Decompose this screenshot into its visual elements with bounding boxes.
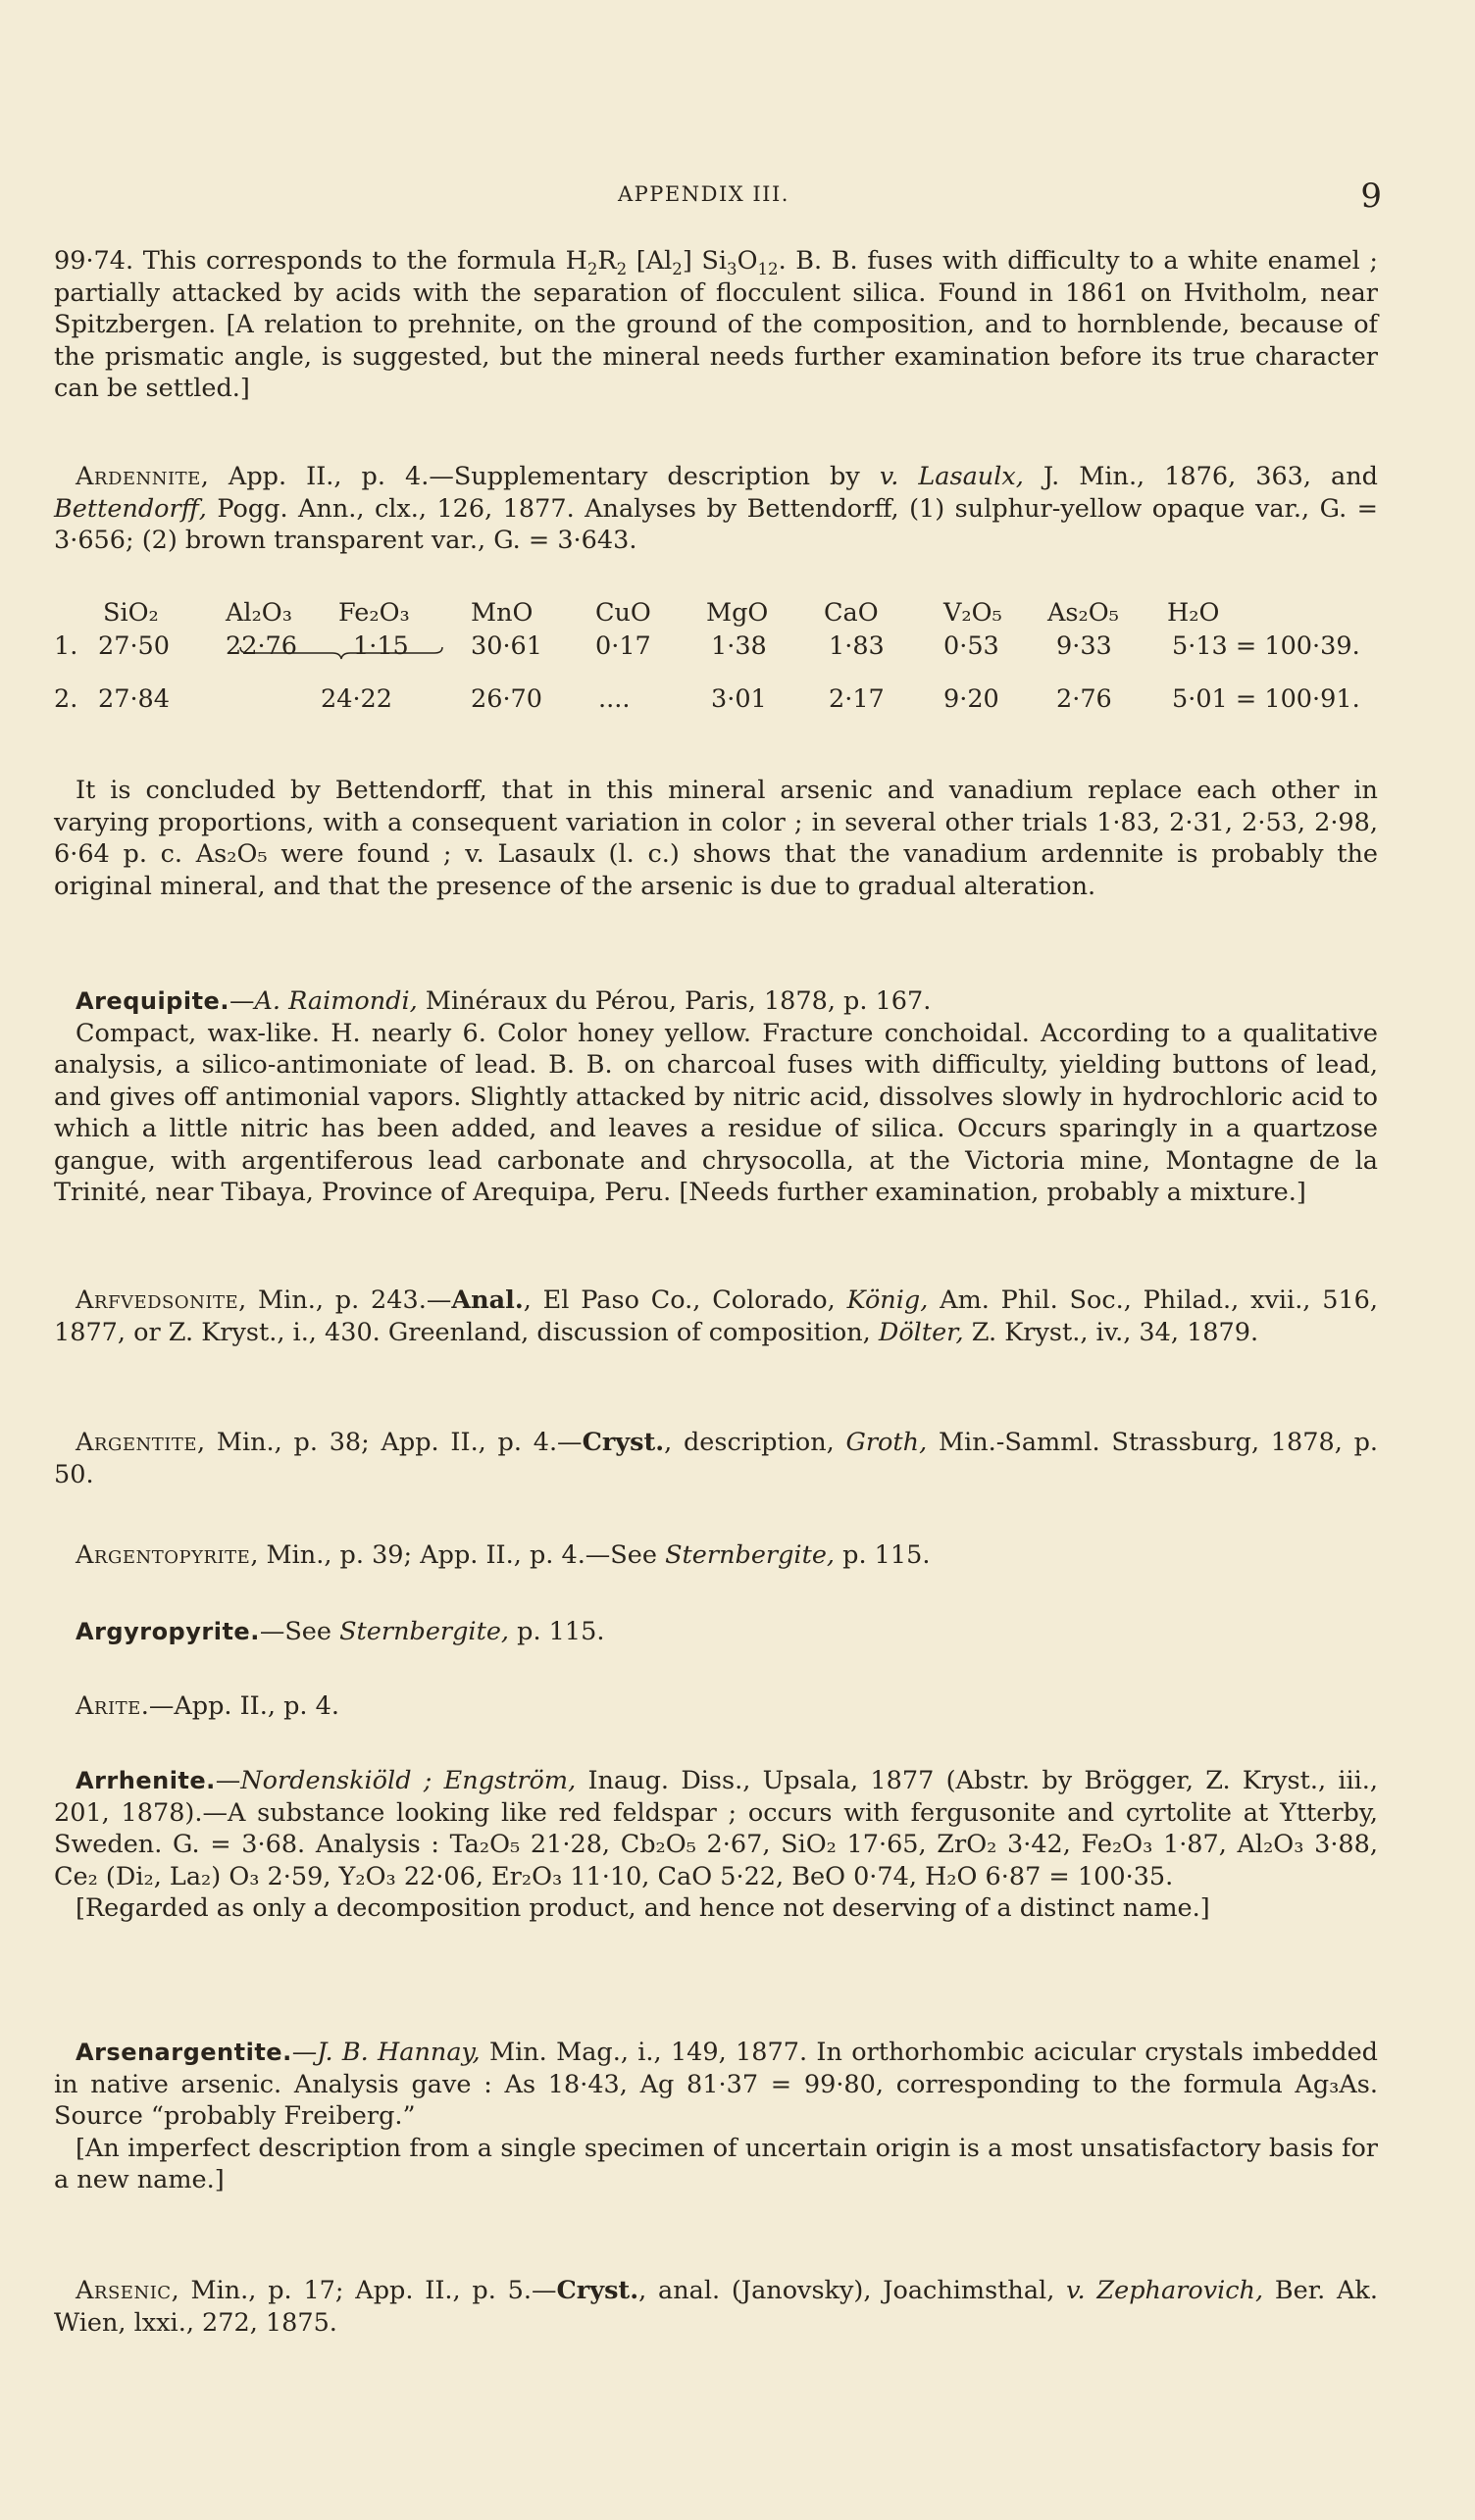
author: König, <box>846 1285 929 1315</box>
entry-text: p. 115. <box>835 1540 931 1570</box>
entry-text: Z. Kryst., iv., 34, 1879. <box>963 1317 1259 1347</box>
intro-text: O <box>737 246 758 276</box>
column-header: CuO <box>595 598 651 628</box>
sub: 3 <box>727 260 738 279</box>
table-cell: 2·76 <box>1056 684 1112 714</box>
table-header-row <box>54 598 1378 631</box>
entry-note: [An imperfect description from a single specimen of uncertain origin is a most unsatisfactory basis for a new name.] <box>54 2133 1378 2194</box>
section-label: Cryst. <box>556 2276 639 2305</box>
conclusion-text: It is concluded by Bettendorff, that in this mineral arsenic and vanadium replace each other in varying proportions, with a consequent variation in color ; in several other trials 1·83, 2·31, 2·53, 2·98, 6·64 p. c. As₂O₅ were found ; v. Lasaulx (l. c.) shows that the vanadium ardennite is probably the original mineral, and that the presence of the arsenic is due to gradual alteration. <box>54 776 1378 901</box>
table-cell: 22·76 <box>226 631 298 661</box>
intro-paragraph <box>54 245 1378 405</box>
cross-reference: Sternbergite, <box>339 1617 510 1646</box>
table-cell: 1·38 <box>711 631 767 661</box>
table-cell: 5·01 = 100·91. <box>1172 684 1360 714</box>
entry-arequipite <box>54 985 1378 1209</box>
entry-text: Min. Mag., i., 149, 1877. In orthorhombic acicular crystals imbedded in native arsenic. Analysis gave : As 18·43, Ag 81·37 = 99·80, corresponding to the formula Ag₃As. Source “probably Freiberg.” <box>54 2038 1378 2131</box>
entry-text: , App. II., p. 4.—Supplementary description by <box>200 462 880 491</box>
entry-note: [Regarded as only a decomposition product, and hence not deserving of a distinct name.] <box>76 1893 1210 1923</box>
intro-text: 99·74. This corresponds to the formula H <box>54 246 587 276</box>
entry-argyropyrite <box>54 1616 1378 1648</box>
entry-text: — <box>291 2038 318 2067</box>
page-number: 9 <box>1360 176 1382 216</box>
column-header: CaO <box>824 598 879 628</box>
entry-body: Compact, wax-like. H. nearly 6. Color honey yellow. Fracture conchoidal. According to a qualitative analysis, a silico-antimoniate of lead. B. B. on charcoal fuses with difficulty, yielding buttons of lead, and gives off antimonial vapors. Slightly attacked by nitric acid, dissolves slowly in hydrochloric acid to which a little nitric has been added, and leaves a residue of silica. Occurs sparingly in a quartzose gangue, with argentiferous lead carbonate and chrysocolla, at the Victoria mine, Montagne de la Trinité, near Tibaya, Province of Arequipa, Peru. [Needs further examination, probably a mixture.] <box>54 1018 1378 1207</box>
entry-text: Inaug. Diss., Upsala, 1877 (Abstr. by Brögger, Z. Kryst., iii., 201, 1878).—A substance looking like red feldspar ; occurs with fergusonite and cyrtolite at Ytterby, Sweden. G. = 3·68. Analysis : Ta₂O₅ 21·28, Cb₂O₅ 2·67, SiO₂ 17·65, ZrO₂ 3·42, Fe₂O₃ 1·87, Al₂O₃ 3·88, Ce₂ (Di₂, La₂) O₃ 2·59, Y₂O₃ 22·06, Er₂O₃ 11·10, CaO 5·22, BeO 0·74, H₂O 6·87 = 100·35. <box>54 1766 1379 1891</box>
author: v. Zepharovich, <box>1066 2276 1264 2305</box>
author: J. B. Hannay, <box>317 2038 481 2067</box>
grouping-brace <box>238 645 444 661</box>
entry-title: Arsenic <box>76 2276 172 2305</box>
entry-arrhenite <box>54 1765 1378 1925</box>
entry-text: — <box>229 986 255 1016</box>
intro-text: ] Si <box>682 246 728 276</box>
author: v. Lasaulx, <box>879 462 1024 491</box>
entry-text: Ber. Ak. Wien, lxxi., 272, 1875. <box>54 2276 1378 2338</box>
entry-arsenic <box>54 2275 1378 2339</box>
table-cell: 2·17 <box>829 684 885 714</box>
author: A. Raimondi, <box>254 986 418 1016</box>
cross-reference: Sternbergite, <box>665 1540 836 1570</box>
entry-title: Arequipite. <box>76 987 229 1015</box>
column-header: As₂O₅ <box>1047 598 1119 628</box>
entry-text: .—App. II., p. 4. <box>140 1691 339 1721</box>
table-cell: 26·70 <box>471 684 543 714</box>
ardennite-conclusion <box>54 775 1378 902</box>
entry-text: Pogg. Ann., clx., 126, 1877. Analyses by Bettendorff, (1) sulphur-yellow opaque var., G. = 3·656; (2) brown transparent var., G. = 3·643. <box>54 493 1378 555</box>
table-cell: 24·22 <box>321 684 393 714</box>
author: Dölter, <box>878 1317 964 1347</box>
entry-ardennite <box>54 461 1378 557</box>
entry-argentopyrite <box>54 1539 1378 1572</box>
entry-title: Arrhenite. <box>76 1767 216 1794</box>
page-header <box>54 176 1382 216</box>
entry-arsenargentite <box>54 2037 1378 2196</box>
table-cell: 27·50 <box>98 631 171 661</box>
table-cell: 9·20 <box>943 684 999 714</box>
entry-title: Arfvedsonite <box>76 1285 239 1315</box>
sub: 2 <box>586 260 598 279</box>
entry-title: Arsenargentite. <box>76 2039 292 2066</box>
table-cell: 0·53 <box>943 631 999 661</box>
analysis-table <box>54 598 1378 735</box>
column-header: SiO₂ <box>103 598 159 628</box>
entry-title: Ardennite <box>76 462 201 491</box>
column-header: V₂O₅ <box>943 598 1002 628</box>
sub: 2 <box>672 260 683 279</box>
row-label: 2. <box>54 684 78 714</box>
column-header: MgO <box>706 598 769 628</box>
entry-title: Argyropyrite. <box>76 1618 260 1645</box>
row-label: 1. <box>54 631 78 661</box>
intro-text: [Al <box>627 246 673 276</box>
entry-text: J. Min., 1876, 363, and <box>1023 462 1378 491</box>
running-head: APPENDIX III. <box>618 182 789 206</box>
section-label: Cryst. <box>582 1428 665 1457</box>
entry-text: , El Paso Co., Colorado, <box>523 1285 847 1315</box>
entry-text: , Min., p. 17; App. II., p. 5.— <box>171 2276 557 2305</box>
intro-text: R <box>597 246 617 276</box>
column-header: MnO <box>471 598 534 628</box>
table-cell: 27·84 <box>98 684 171 714</box>
entry-text: p. 115. <box>509 1617 605 1646</box>
table-cell: 1·83 <box>829 631 885 661</box>
author: Bettendorff, <box>54 493 207 524</box>
entry-text: , Min., p. 38; App. II., p. 4.— <box>197 1428 583 1457</box>
entry-title: Argentopyrite <box>76 1540 251 1570</box>
entry-arfvedsonite <box>54 1285 1378 1348</box>
entry-text: , anal. (Janovsky), Joachimsthal, <box>638 2276 1067 2305</box>
table-cell: 3·01 <box>711 684 767 714</box>
table-cell: .... <box>598 684 631 714</box>
table-cell: 30·61 <box>471 631 543 661</box>
entry-text: —See <box>259 1617 340 1646</box>
sub: 2 <box>616 260 628 279</box>
entry-text: Am. Phil. Soc., Philad., xvii., 516, 1877, or Z. Kryst., i., 430. Greenland, discussion of composition, <box>54 1285 1379 1347</box>
column-header: Fe₂O₃ <box>338 598 410 628</box>
entry-text: , description, <box>664 1428 846 1457</box>
table-row <box>54 684 1378 718</box>
entry-text: , Min., p. 243.— <box>238 1285 452 1315</box>
intro-text: . B. B. fuses with difficulty to a white enamel ; partially attacked by acids with the separation of flocculent silica. Found in 1861 on Hvitholm, near Spitzbergen. [A relation to prehnite, on the ground of the composition, and to hornblende, because of the prismatic angle, is suggested, but the mineral needs further examination before its true character can be settled.] <box>54 246 1378 403</box>
page <box>54 0 1382 2520</box>
author: Nordenskiöld ; Engström, <box>240 1766 577 1795</box>
column-header: H₂O <box>1167 598 1220 628</box>
entry-text: Min.-Samml. Strassburg, 1878, p. 50. <box>54 1428 1378 1489</box>
table-cell: 0·17 <box>595 631 651 661</box>
entry-text: — <box>215 1766 241 1795</box>
entry-argentite <box>54 1427 1378 1490</box>
sub: 12 <box>757 260 779 279</box>
table-cell: 1·15 <box>353 631 409 661</box>
entry-arite <box>54 1690 1378 1723</box>
entry-title: Arite <box>76 1691 141 1721</box>
section-label: Anal. <box>451 1285 524 1315</box>
column-header: Al₂O₃ <box>226 598 292 628</box>
table-cell: 5·13 = 100·39. <box>1172 631 1360 661</box>
entry-text: , Min., p. 39; App. II., p. 4.—See <box>250 1540 666 1570</box>
table-cell: 9·33 <box>1056 631 1112 661</box>
entry-title: Argentite <box>76 1428 197 1457</box>
entry-text: Minéraux du Pérou, Paris, 1878, p. 167. <box>417 986 932 1016</box>
author: Groth, <box>845 1428 928 1457</box>
